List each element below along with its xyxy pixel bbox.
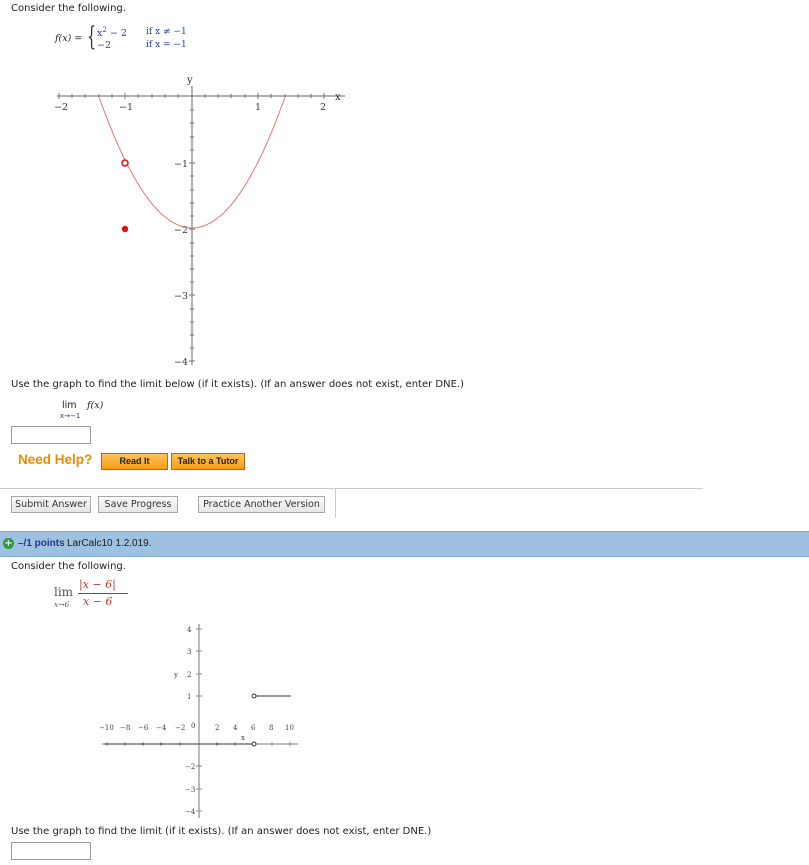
case2-expression: −2 <box>97 40 112 51</box>
y-tick-label: −3 <box>185 786 196 794</box>
y-tick-label: 3 <box>187 648 192 656</box>
expand-plus-icon[interactable]: + <box>4 538 13 549</box>
lim-word: lim <box>54 585 74 599</box>
y-tick-label: −2 <box>174 225 189 236</box>
action-panel-divider <box>335 488 336 518</box>
lower-open-point <box>252 742 256 746</box>
q1-graph <box>0 0 809 370</box>
x-tick-label: 1 <box>255 102 262 113</box>
x-tick-label: −1 <box>119 102 134 113</box>
x-tick-label: −8 <box>120 724 131 732</box>
y-tick-label: 2 <box>187 671 192 679</box>
question-points: –/1 points <box>18 538 65 549</box>
need-help-label: Need Help? <box>18 452 93 467</box>
q2-instruction: Use the graph to find the limit (if it exists). (If an answer does not exist, enter DNE.) <box>11 826 432 837</box>
x-tick-label: 10 <box>285 724 294 732</box>
x-tick-label: 2 <box>320 102 327 113</box>
x-tick-label: −2 <box>175 724 186 732</box>
case1-expression: $x^2 - 2$ <box>97 26 127 40</box>
read-it-button[interactable]: Read It <box>101 453 168 470</box>
q1-prompt: Consider the following. <box>11 3 126 14</box>
submit-answer-button[interactable]: Submit Answer <box>11 496 91 513</box>
origin-label: 0 <box>191 722 196 730</box>
save-progress-button[interactable]: Save Progress <box>98 496 178 513</box>
x-axis-label: x <box>335 92 341 103</box>
open-point-marker <box>122 160 128 166</box>
y-tick-label: 4 <box>187 626 192 634</box>
x-tick-label: −6 <box>138 724 149 732</box>
action-panel-top-border <box>0 488 703 489</box>
y-tick-label: −2 <box>185 763 196 771</box>
talk-to-tutor-button[interactable]: Talk to a Tutor <box>171 453 245 470</box>
question-code: LarCalc10 1.2.019. <box>67 538 152 549</box>
x-tick-label: 6 <box>251 724 256 732</box>
x-tick-label: −10 <box>99 724 114 732</box>
y-tick-label: −4 <box>185 808 196 816</box>
y-axis-label: y <box>174 671 178 679</box>
q2-answer-input[interactable] <box>11 842 91 860</box>
x-tick-label: 4 <box>233 724 238 732</box>
q2-limit-expression <box>52 578 142 614</box>
y-tick-label: −1 <box>174 159 189 170</box>
q1-instruction: Use the graph to find the limit below (if it exists). (If an answer does not exist, enter DNE.) <box>11 379 464 390</box>
fraction-bar <box>78 593 128 594</box>
q1-limit-expression <box>60 400 140 424</box>
limit-function: f(x) <box>87 400 104 411</box>
limit-subscript: x→6 <box>54 600 70 609</box>
denominator: x − 6 <box>83 595 113 608</box>
x-axis-label: x <box>241 734 245 742</box>
upper-open-point <box>252 694 256 698</box>
numerator: |x − 6| <box>79 578 116 591</box>
question-header-bar <box>0 531 809 557</box>
q2-graph <box>0 610 809 820</box>
case2-condition: if x = −1 <box>146 40 187 50</box>
x-tick-label: 2 <box>215 724 220 732</box>
y-tick-label: 1 <box>187 693 192 701</box>
limit-subscript: x→−1 <box>60 412 81 420</box>
q1-answer-input[interactable] <box>11 426 91 444</box>
y-tick-label: −3 <box>174 291 189 302</box>
x-tick-label: −4 <box>156 724 167 732</box>
lim-word: lim <box>62 400 77 411</box>
brace: { <box>87 22 97 52</box>
y-tick-label: −4 <box>174 357 189 368</box>
function-lhs: f(x) = <box>55 33 83 44</box>
q2-prompt: Consider the following. <box>11 561 126 572</box>
closed-point-marker <box>122 226 128 232</box>
case1-condition: if x ≠ −1 <box>146 27 187 37</box>
x-tick-label: −2 <box>54 102 69 113</box>
practice-another-version-button[interactable]: Practice Another Version <box>198 496 325 513</box>
x-tick-label: 8 <box>269 724 274 732</box>
y-axis-label: y <box>187 75 193 86</box>
